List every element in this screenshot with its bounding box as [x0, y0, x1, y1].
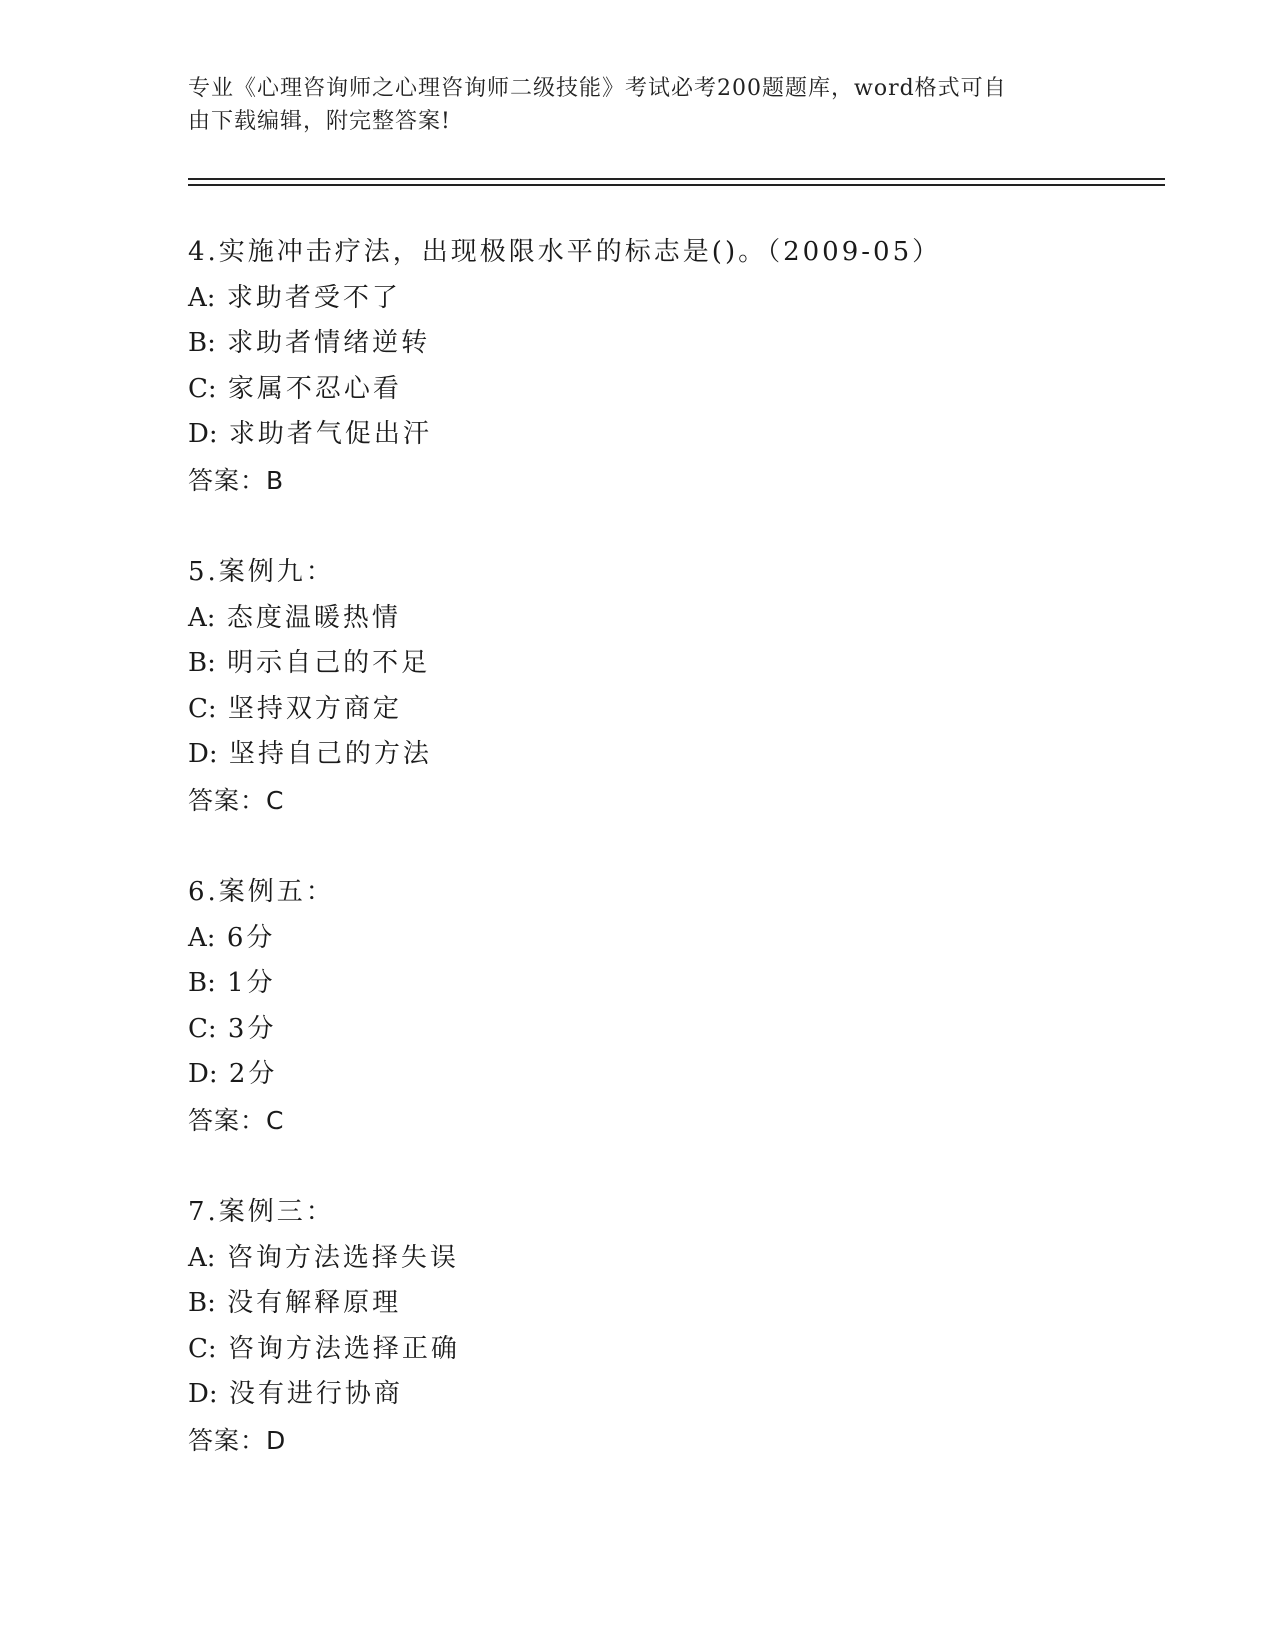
option-d [188, 1372, 1148, 1418]
option-text: 6分 [226, 922, 276, 953]
option-letter: D: [188, 739, 218, 769]
option-letter: A: [188, 922, 216, 953]
option-letter: B: [188, 1288, 216, 1318]
option-a [188, 1236, 1148, 1282]
option-text: 坚持自己的方法 [228, 739, 432, 769]
option-letter: D: [188, 419, 218, 449]
question-stem: 7.案例三： [188, 1197, 335, 1227]
option-text: 态度温暖热情 [226, 602, 401, 633]
option-a [188, 276, 1148, 322]
option-c [188, 1327, 1148, 1373]
option-text: 明示自己的不足 [227, 648, 431, 678]
option-d [188, 732, 1148, 778]
header-line-1: 专业《心理咨询师之心理咨询师二级技能》考试必考200题题库，word格式可自 [188, 76, 1007, 101]
option-letter: A: [188, 602, 216, 633]
document-header [188, 72, 1068, 138]
option-letter: C: [188, 1013, 217, 1044]
option-text: 求助者气促出汗 [228, 419, 432, 449]
option-letter: C: [188, 693, 217, 724]
option-text: 咨询方法选择失误 [226, 1242, 459, 1273]
question-stem: 5.案例九： [188, 557, 335, 587]
option-b [188, 641, 1148, 687]
option-letter: A: [188, 282, 216, 313]
option-text: 求助者情绪逆转 [227, 328, 431, 358]
option-text: 坚持双方商定 [227, 693, 402, 724]
option-letter: D: [188, 1059, 218, 1089]
option-d [188, 412, 1148, 458]
answer-line: 答案：D [188, 1425, 287, 1455]
header-line-2: 由下载编辑，附完整答案! [188, 109, 451, 134]
option-text: 3分 [227, 1013, 277, 1044]
option-letter: B: [188, 968, 216, 998]
option-b [188, 961, 1148, 1007]
option-b [188, 1281, 1148, 1327]
option-a [188, 916, 1148, 962]
option-c [188, 687, 1148, 733]
option-letter: C: [188, 373, 217, 404]
header-divider-top [188, 178, 1165, 180]
option-text: 1分 [227, 968, 276, 998]
question-block [188, 870, 1148, 1143]
question-block [188, 1190, 1148, 1463]
option-b [188, 321, 1148, 367]
question-block [188, 230, 1148, 503]
question-stem: 6.案例五： [188, 877, 335, 907]
option-letter: B: [188, 648, 216, 678]
option-text: 家属不忍心看 [227, 373, 402, 404]
option-text: 咨询方法选择正确 [227, 1333, 460, 1364]
option-text: 没有解释原理 [227, 1288, 402, 1318]
question-stem: 4.实施冲击疗法，出现极限水平的标志是()。（2009-05） [188, 237, 942, 267]
answer-line: 答案：C [188, 785, 285, 815]
option-d [188, 1052, 1148, 1098]
option-text: 没有进行协商 [228, 1379, 403, 1409]
option-text: 求助者受不了 [226, 282, 401, 313]
option-a [188, 596, 1148, 642]
option-letter: C: [188, 1333, 217, 1364]
header-divider-bottom [188, 184, 1165, 186]
option-letter: A: [188, 1242, 216, 1273]
option-text: 2分 [228, 1059, 278, 1089]
option-letter: B: [188, 328, 216, 358]
answer-line: 答案：B [188, 465, 285, 495]
option-letter: D: [188, 1379, 218, 1409]
answer-line: 答案：C [188, 1105, 285, 1135]
option-c [188, 1007, 1148, 1053]
question-block [188, 550, 1148, 823]
option-c [188, 367, 1148, 413]
